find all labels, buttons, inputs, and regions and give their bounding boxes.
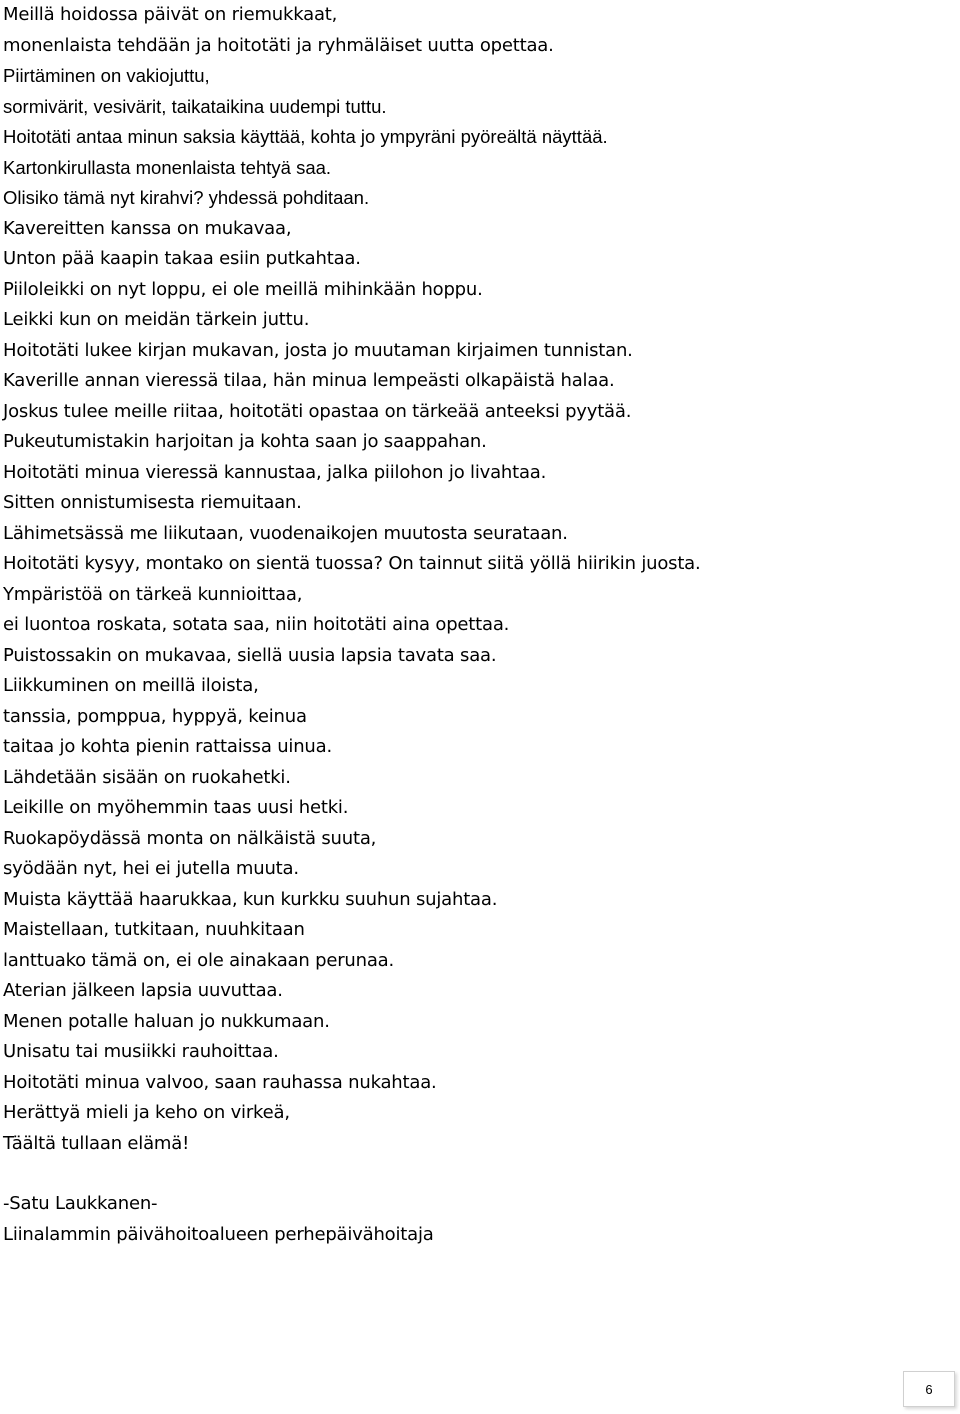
poem-text	[3, 0, 953, 1250]
author-signature: -Satu Laukkanen-	[3, 1193, 158, 1214]
poem-line: Puistossakin on mukavaa, siellä uusia lapsia tavata saa.	[3, 644, 497, 666]
poem-line: Joskus tulee meille riitaa, hoitotäti opastaa on tärkeää anteeksi pyytää.	[3, 400, 632, 422]
poem-line: Herättyä mieli ja keho on virkeä,	[3, 1102, 290, 1123]
poem-line: Lähimetsässä me liikutaan, vuodenaikojen muutosta seurataan.	[3, 522, 568, 544]
poem-line: Liikkuminen on meillä iloista,	[3, 675, 259, 696]
poem-line: Meillä hoidossa päivät on riemukkaat,	[3, 4, 338, 25]
poem-line: Unton pää kaapin takaa esiin putkahtaa.	[3, 248, 361, 269]
poem-line: taitaa jo kohta pienin rattaissa uinua.	[3, 736, 332, 757]
poem-line: Hoitotäti lukee kirjan mukavan, josta jo muutaman kirjaimen tunnistan.	[3, 339, 633, 361]
poem-line: Kavereitten kanssa on mukavaa,	[3, 217, 292, 239]
poem-line: sormivärit, vesivärit, taikataikina uudempi tuttu.	[3, 95, 387, 117]
poem-line: Täältä tullaan elämä!	[3, 1132, 190, 1154]
poem-line: Muista käyttää haarukkaa, kun kurkku suuhun sujahtaa.	[3, 888, 498, 910]
poem-line: Pukeutumistakin harjoitan ja kohta saan jo saappahan.	[3, 431, 487, 452]
poem-line: tanssia, pomppua, hyppyä, keinua	[3, 705, 307, 727]
poem-line: Maistellaan, tutkitaan, nuuhkitaan	[3, 919, 305, 940]
poem-line: Hoitotäti kysyy, montako on sientä tuossa? On tainnut siitä yöllä hiirikin juosta.	[3, 553, 701, 574]
poem-line: ei luontoa roskata, sotata saa, niin hoitotäti aina opettaa.	[3, 614, 510, 635]
page-number-badge	[903, 1371, 955, 1407]
poem-line: Aterian jälkeen lapsia uuvuttaa.	[3, 980, 283, 1001]
poem-line: Hoitotäti minua valvoo, saan rauhassa nukahtaa.	[3, 1071, 437, 1093]
poem-line: Piiloleikki on nyt loppu, ei ole meillä mihinkään hoppu.	[3, 278, 483, 300]
poem-line: Leikille on myöhemmin taas uusi hetki.	[3, 797, 349, 818]
author-role: Liinalammin päivähoitoalueen perhepäivähoitaja	[3, 1223, 434, 1245]
poem-line: Ympäristöä on tärkeä kunnioittaa,	[3, 583, 303, 605]
poem-line: syödään nyt, hei ei jutella muuta.	[3, 858, 299, 879]
poem-line: Hoitotäti minua vieressä kannustaa, jalka piilohon jo livahtaa.	[3, 461, 547, 483]
poem-line: Ruokapöydässä monta on nälkäistä suuta,	[3, 827, 377, 849]
poem-line: Piirtäminen on vakiojuttu,	[3, 65, 210, 86]
page-number: 6	[925, 1381, 933, 1397]
poem-line: lanttuako tämä on, ei ole ainakaan perunaa.	[3, 949, 395, 971]
spacer	[3, 1159, 953, 1189]
poem-line: Kaverille annan vieressä tilaa, hän minua lempeästi olkapäistä halaa.	[3, 370, 615, 391]
poem-line: Sitten onnistumisesta riemuitaan.	[3, 492, 302, 513]
poem-line: Lähdetään sisään on ruokahetki.	[3, 766, 291, 788]
poem-line: Kartonkirullasta monenlaista tehtyä saa.	[3, 156, 332, 178]
poem-line: Hoitotäti antaa minun saksia käyttää, kohta jo ympyräni pyöreältä näyttää.	[3, 126, 608, 147]
poem-line: Leikki kun on meidän tärkein juttu.	[3, 309, 310, 330]
poem-line: Menen potalle haluan jo nukkumaan.	[3, 1010, 330, 1032]
poem-line: monenlaista tehdään ja hoitotäti ja ryhmäläiset uutta opettaa.	[3, 34, 554, 56]
poem-line: Olisiko tämä nyt kirahvi? yhdessä pohditaan.	[3, 187, 370, 208]
poem-line: Unisatu tai musiikki rauhoittaa.	[3, 1041, 279, 1062]
